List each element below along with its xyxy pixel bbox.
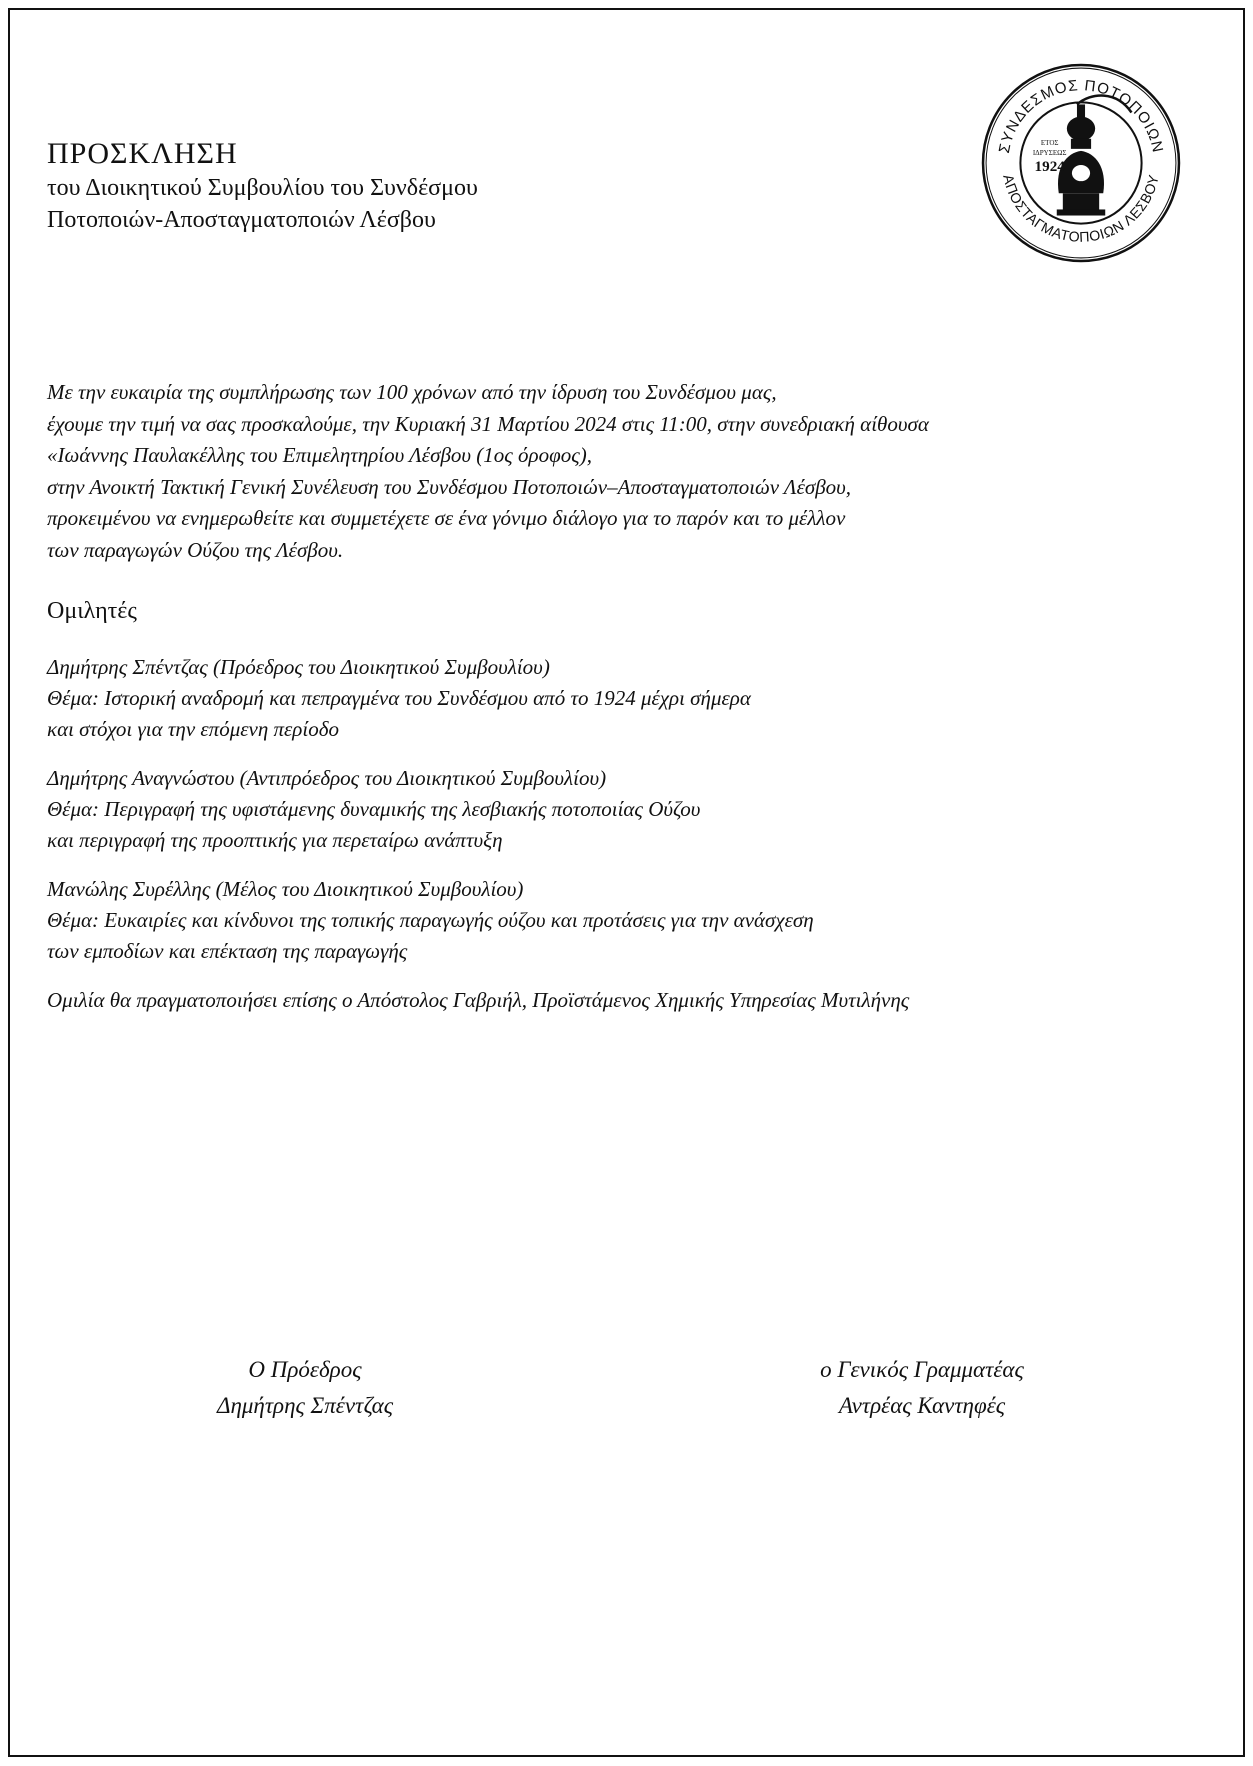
intro-line: των παραγωγών Ούζου της Λέσβου. xyxy=(47,537,344,562)
signature-role: Ο Πρόεδρος xyxy=(248,1357,362,1382)
intro-line: στην Ανοικτή Τακτική Γενική Συνέλευση του Συνδέσμου Ποτοποιών–Αποσταγματοποιών Λέσβου, xyxy=(47,474,852,499)
seal-label-2: ΙΔΡΥΣΕΩΣ xyxy=(1032,148,1067,157)
document-header xyxy=(47,136,747,236)
speaker-entry xyxy=(47,874,1197,967)
closing-note: Ομιλία θα πραγματοποιήσει επίσης ο Απόστολος Γαβριήλ, Προϊστάμενος Χημικής Υπηρεσίας Μυτιλήνης xyxy=(47,988,910,1012)
intro-line: «Ιωάννης Παυλακέλλης του Επιμελητηρίου Λέσβου (1ος όροφος), xyxy=(47,443,593,467)
signature-block-president xyxy=(125,1352,485,1424)
document-subtitle-line-2: Ποτοποιών-Αποσταγματοποιών Λέσβου xyxy=(47,207,436,233)
intro-line: έχουμε την τιμή να σας προσκαλούμε, την Κυριακή 31 Μαρτίου 2024 στις 11:00, στην συνεδριακή αίθουσα xyxy=(47,411,929,436)
speaker-topic-line: και στόχοι για την επόμενη περίοδο xyxy=(47,717,339,741)
speaker-topic-line: Θέμα: Ιστορική αναδρομή και πεπραγμένα του Συνδέσμου από το 1924 μέχρι σήμερα xyxy=(47,686,751,710)
speaker-name: Δημήτρης Σπέντζας (Πρόεδρος του Διοικητικού Συμβουλίου) xyxy=(47,655,550,679)
speaker-topic-line: Θέμα: Περιγραφή της υφιστάμενης δυναμικής της λεσβιακής ποτοποιίας Ούζου xyxy=(47,797,701,821)
seal-label-1: ΕΤΟΣ xyxy=(1040,138,1059,147)
speaker-entry xyxy=(47,652,1197,745)
speaker-topic-line: και περιγραφή της προοπτικής για περεταίρω ανάπτυξη xyxy=(47,828,503,852)
invitation-text xyxy=(47,377,1197,566)
speaker-topic-line: Θέμα: Ευκαιρίες και κίνδυνοι της τοπικής παραγωγής ούζου και προτάσεις για την ανάσχεση xyxy=(47,908,814,932)
distillery-still-icon xyxy=(1057,95,1132,215)
speaker-name: Μανώλης Συρέλλης (Μέλος του Διοικητικού Συμβουλίου) xyxy=(47,877,524,901)
document-subtitle-line-1: του Διοικητικού Συμβουλίου του Συνδέσμου xyxy=(47,175,478,201)
intro-line: Με την ευκαιρία της συμπλήρωσης των 100 χρόνων από την ίδρυση του Συνδέσμου μας, xyxy=(47,380,777,404)
speakers-list xyxy=(47,652,1197,1016)
signature-name: Αντρέας Καντηφές xyxy=(838,1393,1006,1418)
intro-line: προκειμένου να ενημερωθείτε και συμμετέχετε σε ένα γόνιμο διάλογο για το παρόν και το μέλλον xyxy=(47,506,846,530)
signature-name: Δημήτρης Σπέντζας xyxy=(216,1393,394,1418)
speakers-heading: Ομιλητές xyxy=(47,598,137,624)
speaker-topic-line: των εμποδίων και επέκταση της παραγωγής xyxy=(47,939,408,963)
seal-year: 1924 xyxy=(1034,158,1065,176)
seal-bottom-text: ΑΠΟΣΤΑΓΜΑΤΟΠΟΙΩΝ ΛΕΣΒΟΥ xyxy=(1000,172,1162,245)
speaker-name: Δημήτρης Αναγνώστου (Αντιπρόεδρος του Διοικητικού Συμβουλίου) xyxy=(47,766,607,790)
signature-block-secretary xyxy=(742,1352,1102,1424)
association-seal-logo xyxy=(980,62,1182,264)
seal-top-text: ΣΥΝΔΕΣΜΟΣ ΠΟΤΟΠΟΙΩΝ xyxy=(995,77,1167,155)
signature-role: ο Γενικός Γραμματέας xyxy=(820,1357,1024,1382)
document-title: ΠΡΟΣΚΛΗΣΗ xyxy=(47,137,238,170)
speaker-entry xyxy=(47,763,1197,856)
